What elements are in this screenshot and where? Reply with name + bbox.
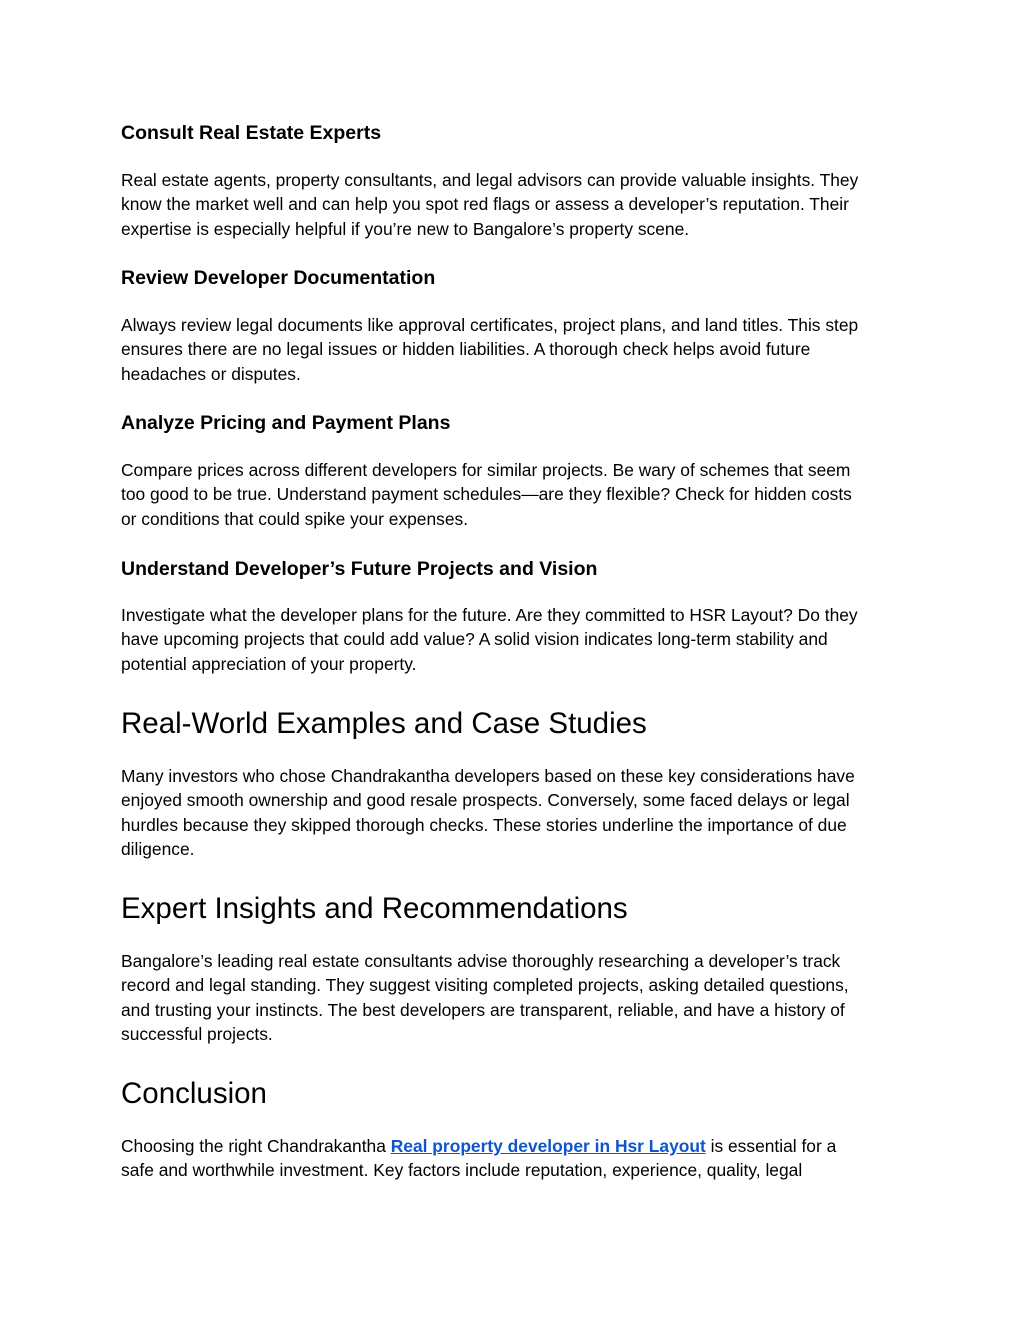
conclusion-text-before-link: Choosing the right Chandrakantha xyxy=(121,1136,391,1156)
paragraph-future-vision xyxy=(121,603,921,676)
paragraph-line: ensures there are no legal issues or hidden liabilities. A thorough check helps avoid future xyxy=(121,339,811,360)
section-heading-case-studies: Real-World Examples and Case Studies xyxy=(121,707,647,740)
paragraph-line: Many investors who chose Chandrakantha developers based on these key considerations have xyxy=(121,766,855,786)
paragraph-line: headaches or disputes. xyxy=(121,363,301,384)
paragraph-line: potential appreciation of your property. xyxy=(121,653,417,674)
paragraph-line: Compare prices across different developers for similar projects. Be wary of schemes that seem xyxy=(121,460,851,480)
section-heading-conclusion: Conclusion xyxy=(121,1077,267,1110)
paragraph-line: safe and worthwhile investment. Key factors include reputation, experience, quality, legal xyxy=(121,1160,803,1181)
paragraph-line: Real estate agents, property consultants, and legal advisors can provide valuable insights. They xyxy=(121,170,859,190)
paragraph-pricing-payment xyxy=(121,458,921,531)
paragraph-conclusion xyxy=(121,1134,921,1183)
paragraph-line: enjoyed smooth ownership and good resale prospects. Conversely, some faced delays or legal xyxy=(121,790,850,811)
section-heading-future-vision: Understand Developer’s Future Projects and Vision xyxy=(121,558,598,580)
paragraph-line: or conditions that could spike your expenses. xyxy=(121,508,469,529)
conclusion-text-after-link: is essential for a xyxy=(705,1136,837,1156)
paragraph-line: successful projects. xyxy=(121,1024,273,1045)
real-property-developer-link[interactable]: Real property developer in Hsr Layout xyxy=(390,1136,706,1156)
paragraph-case-studies xyxy=(121,764,921,862)
section-heading-consult-experts: Consult Real Estate Experts xyxy=(121,122,382,144)
paragraph-line: Bangalore’s leading real estate consultants advise thoroughly researching a developer’s track xyxy=(121,951,841,971)
section-heading-expert-insights: Expert Insights and Recommendations xyxy=(121,892,628,925)
paragraph-consult-experts xyxy=(121,168,921,241)
paragraph-line: and trusting your instincts. The best developers are transparent, reliable, and have a history of xyxy=(121,999,845,1020)
section-heading-pricing-payment: Analyze Pricing and Payment Plans xyxy=(121,412,451,434)
paragraph-line: diligence. xyxy=(121,839,195,860)
paragraph-line: expertise is especially helpful if you’re new to Bangalore’s property scene. xyxy=(121,218,690,239)
paragraph-line: have upcoming projects that could add value? A solid vision indicates long-term stability and xyxy=(121,629,828,650)
paragraph-line: record and legal standing. They suggest visiting completed projects, asking detailed questions, xyxy=(121,975,849,996)
paragraph-line: hurdles because they skipped thorough checks. These stories underline the importance of due xyxy=(121,814,847,835)
section-heading-review-documentation: Review Developer Documentation xyxy=(121,267,436,289)
paragraph-line: too good to be true. Understand payment schedules—are they flexible? Check for hidden costs xyxy=(121,484,852,505)
paragraph-line: know the market well and can help you spot red flags or assess a developer’s reputation. Their xyxy=(121,194,849,215)
paragraph-review-documentation xyxy=(121,313,921,386)
paragraph-line: Investigate what the developer plans for the future. Are they committed to HSR Layout? Do they xyxy=(121,605,858,625)
paragraph-expert-insights xyxy=(121,949,921,1047)
paragraph-line: Always review legal documents like approval certificates, project plans, and land titles. This step xyxy=(121,315,859,335)
paragraph-line xyxy=(121,1134,921,1158)
